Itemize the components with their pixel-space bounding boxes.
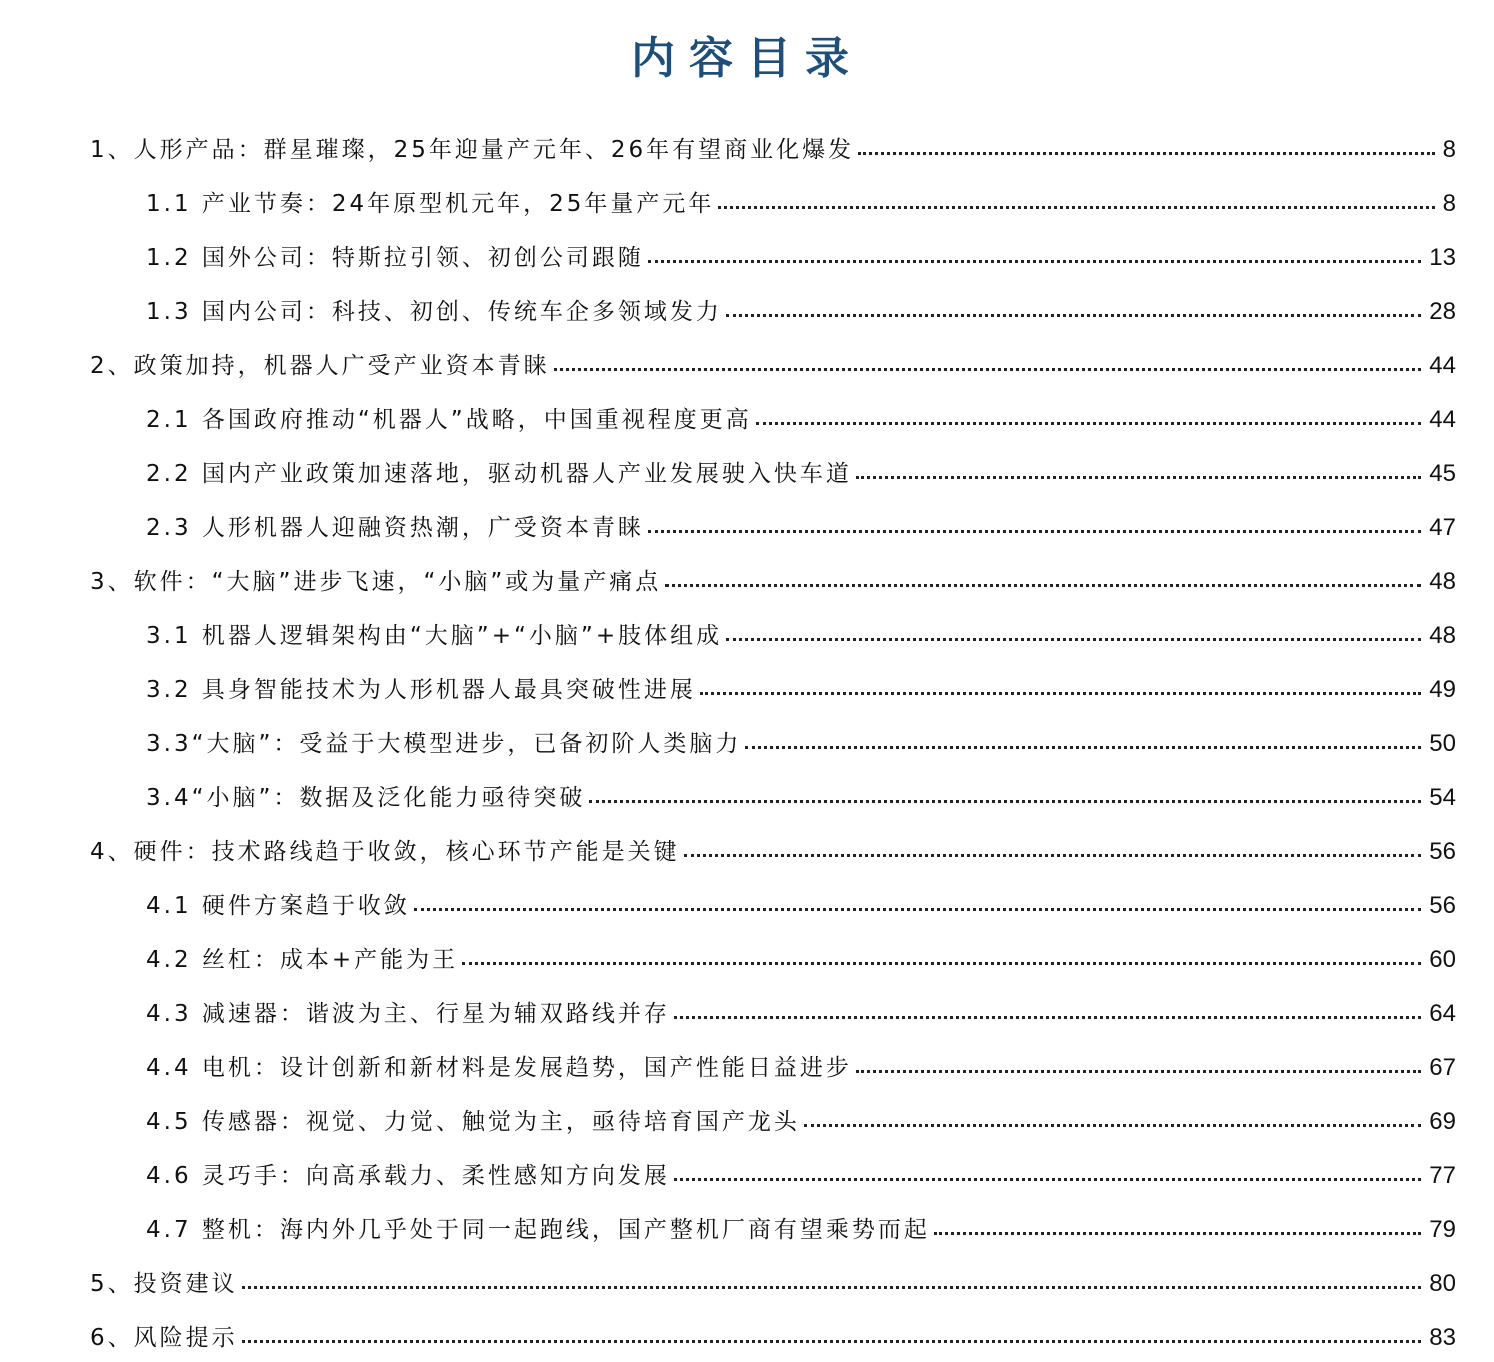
toc-entry-label[interactable]: 2.2 国内产业政策加速落地，驱动机器人产业发展驶入快车道 [146,461,852,487]
dot-leader [726,314,1421,317]
dot-leader [589,800,1421,803]
dot-leader [648,260,1421,263]
toc-entry[interactable] [146,1200,1456,1244]
toc-page-number[interactable]: 69 [1429,1108,1456,1135]
toc-entry[interactable] [146,876,1456,920]
toc-page-number[interactable]: 8 [1442,190,1456,217]
toc-page-number[interactable]: 13 [1429,244,1456,271]
toc-entry[interactable] [146,1092,1456,1136]
toc-entry-label[interactable]: 4.6 灵巧手：向高承载力、柔性感知方向发展 [146,1163,670,1189]
toc-entry-label[interactable]: 3.4“小脑”：数据及泛化能力亟待突破 [146,785,586,811]
dot-leader [726,638,1421,641]
toc-entry[interactable] [90,120,1456,164]
toc-page-number[interactable]: 67 [1429,1054,1456,1081]
dot-leader [804,1124,1421,1127]
toc-page-number[interactable]: 48 [1429,622,1456,649]
toc-page-number[interactable]: 54 [1429,784,1456,811]
toc-entry-label[interactable]: 6、风险提示 [90,1325,238,1351]
dot-leader [242,1286,1422,1289]
toc-page-number[interactable]: 56 [1429,838,1456,865]
toc-entry[interactable] [146,444,1456,488]
toc-page-number[interactable]: 50 [1429,730,1456,757]
toc-entry[interactable] [146,282,1456,326]
toc-entry-label[interactable]: 3.2 具身智能技术为人形机器人最具突破性进展 [146,677,696,703]
toc-entry-label[interactable]: 4.1 硬件方案趋于收敛 [146,893,410,919]
toc-page-number[interactable]: 56 [1429,892,1456,919]
toc-entry-label[interactable]: 1、人形产品：群星璀璨，25年迎量产元年、26年有望商业化爆发 [90,137,855,163]
toc-entry-label[interactable]: 2.1 各国政府推动“机器人”战略，中国重视程度更高 [146,407,752,433]
toc-page-number[interactable]: 48 [1429,568,1456,595]
toc-entry[interactable] [146,606,1456,650]
toc-entry[interactable] [90,822,1456,866]
toc-entry[interactable] [146,984,1456,1028]
toc-page-number[interactable]: 79 [1429,1216,1456,1243]
toc-page-number[interactable]: 8 [1442,136,1456,163]
toc-page-number[interactable]: 47 [1429,514,1456,541]
toc-page-number[interactable]: 44 [1429,406,1456,433]
dot-leader [674,1016,1421,1019]
toc-entry[interactable] [146,174,1456,218]
toc-entry[interactable] [146,1146,1456,1190]
toc-page-number[interactable]: 49 [1429,676,1456,703]
dot-leader [718,206,1434,209]
toc-entry-label[interactable]: 1.3 国内公司：科技、初创、传统车企多领域发力 [146,299,722,325]
toc-entry-label[interactable]: 4.3 减速器：谐波为主、行星为辅双路线并存 [146,1001,670,1027]
toc-page-number[interactable]: 28 [1429,298,1456,325]
dot-leader [858,152,1434,155]
toc-entry[interactable] [146,228,1456,272]
toc-entry[interactable] [90,1308,1456,1352]
toc-entry-label[interactable]: 1.1 产业节奏：24年原型机元年，25年量产元年 [146,191,715,217]
dot-leader [648,530,1421,533]
toc-entry[interactable] [146,714,1456,758]
toc-entry[interactable] [146,768,1456,812]
toc-entry-label[interactable]: 2、政策加持，机器人广受产业资本青睐 [90,353,550,379]
toc-entry[interactable] [146,1038,1456,1082]
toc-entry-label[interactable]: 5、投资建议 [90,1271,238,1297]
toc-entry-label[interactable]: 4.2 丝杠：成本+产能为王 [146,947,459,973]
toc-page-number[interactable]: 64 [1429,1000,1456,1027]
toc-entry-label[interactable]: 4、硬件：技术路线趋于收敛，核心环节产能是关键 [90,839,680,865]
toc-entry[interactable] [90,1254,1456,1298]
dot-leader [462,962,1421,965]
toc-entry-label[interactable]: 3.3“大脑”：受益于大模型进步，已备初阶人类脑力 [146,731,742,757]
dot-leader [856,1070,1421,1073]
dot-leader [700,692,1421,695]
toc-entry-label[interactable]: 4.5 传感器：视觉、力觉、触觉为主，亟待培育国产龙头 [146,1109,800,1135]
toc-page-number[interactable]: 77 [1429,1162,1456,1189]
dot-leader [414,908,1421,911]
toc-entry-label[interactable]: 4.4 电机：设计创新和新材料是发展趋势，国产性能日益进步 [146,1055,852,1081]
toc-entry[interactable] [146,660,1456,704]
toc-page-number[interactable]: 45 [1429,460,1456,487]
toc-entry[interactable] [146,930,1456,974]
dot-leader [674,1178,1421,1181]
toc-entry-label[interactable]: 1.2 国外公司：特斯拉引领、初创公司跟随 [146,245,644,271]
toc-entry-label[interactable]: 3、软件：“大脑”进步飞速，“小脑”或为量产痛点 [90,569,662,595]
toc-entry[interactable] [90,336,1456,380]
toc-entry[interactable] [90,552,1456,596]
dot-leader [554,368,1422,371]
page-title: 内容目录 [631,33,863,84]
toc-entry[interactable] [146,498,1456,542]
toc-page-number[interactable]: 83 [1429,1324,1456,1351]
toc-entry-label[interactable]: 4.7 整机：海内外几乎处于同一起跑线，国产整机厂商有望乘势而起 [146,1217,930,1243]
toc-entry-label[interactable]: 2.3 人形机器人迎融资热潮，广受资本青睐 [146,515,644,541]
toc-page-number[interactable]: 60 [1429,946,1456,973]
dot-leader [856,476,1421,479]
toc-page-number[interactable]: 80 [1429,1270,1456,1297]
dot-leader [684,854,1422,857]
dot-leader [242,1340,1422,1343]
toc-entry[interactable] [146,390,1456,434]
dot-leader [665,584,1421,587]
dot-leader [934,1232,1421,1235]
dot-leader [756,422,1422,425]
dot-leader [745,746,1421,749]
toc-page-number[interactable]: 44 [1429,352,1456,379]
toc-entry-label[interactable]: 3.1 机器人逻辑架构由“大脑”+“小脑”+肢体组成 [146,623,723,649]
